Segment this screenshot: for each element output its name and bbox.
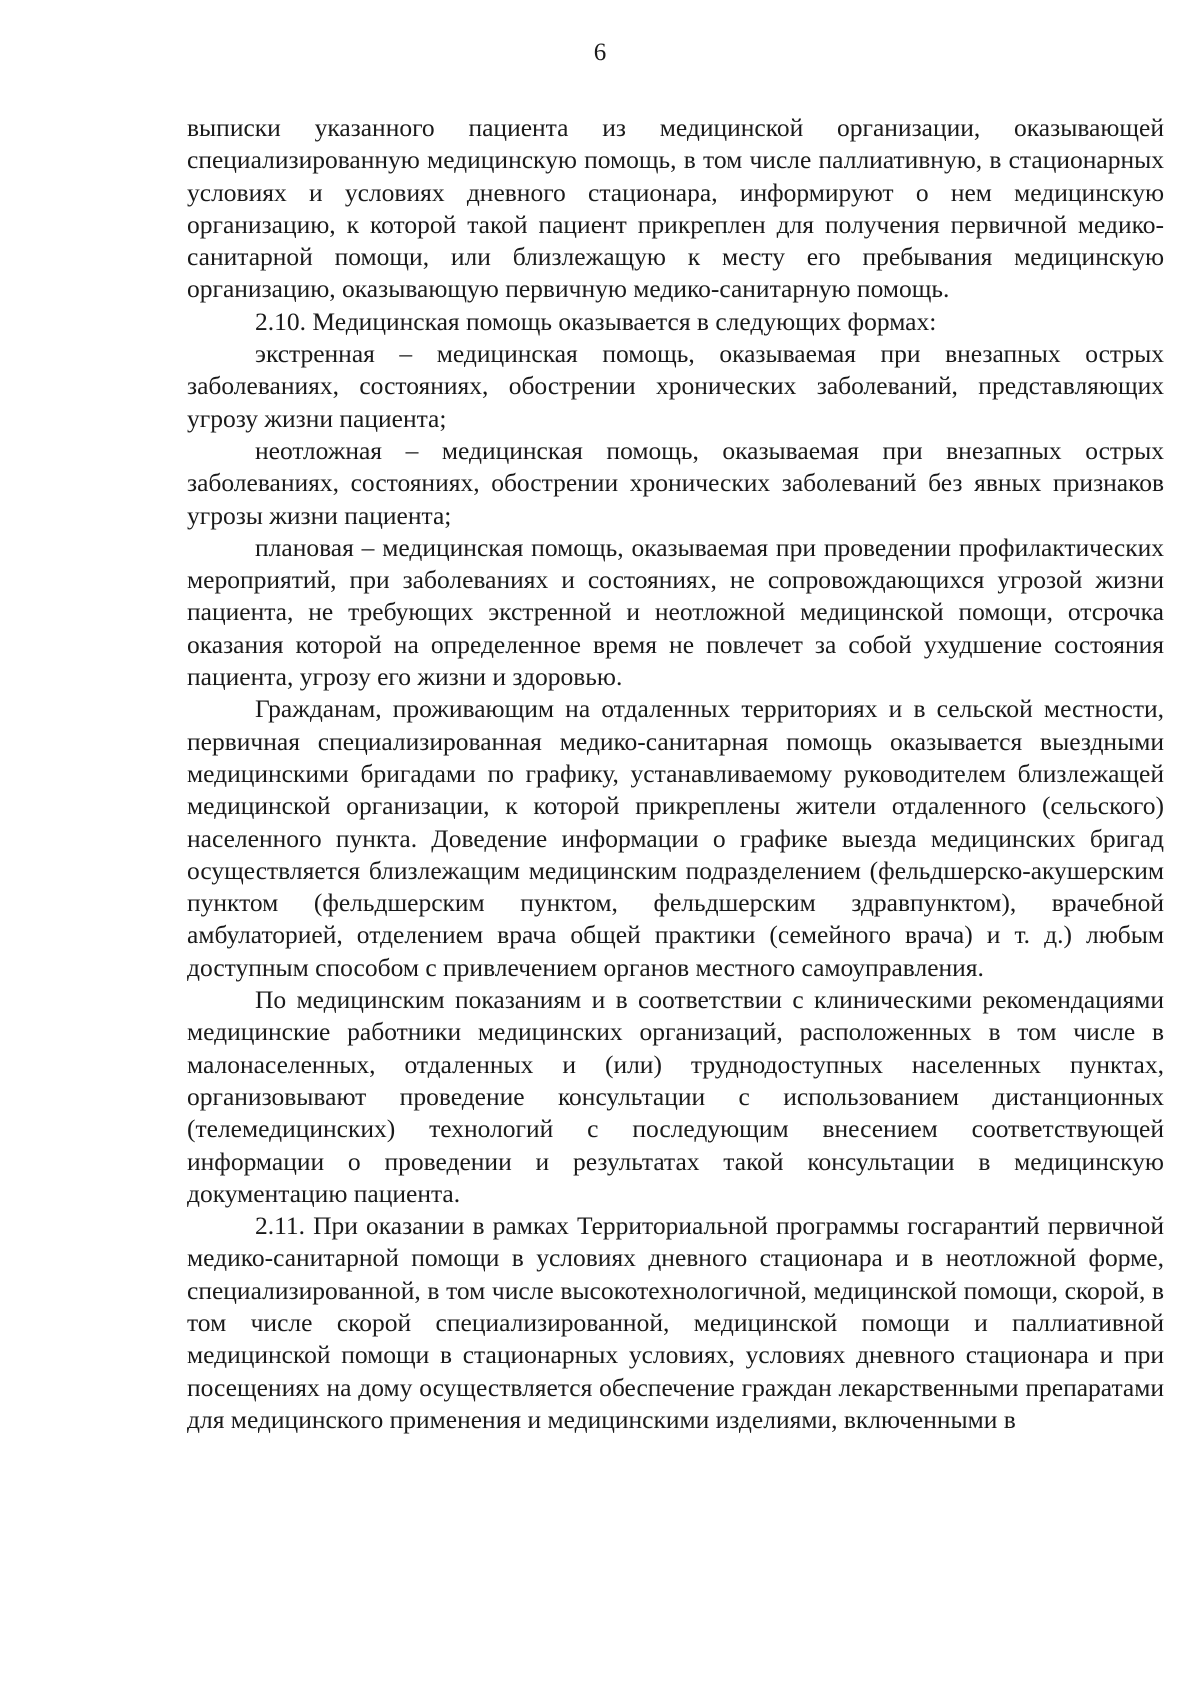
paragraph-urgent: неотложная – медицинская помощь, оказываемая при внезапных острых заболеваниях, состояниях, обострении хронических заболеваний без явных признаков угрозы жизни пациента; [187,435,1164,530]
paragraph-continuation: выписки указанного пациента из медицинской организации, оказывающей специализированную медицинскую помощь, в том числе паллиативную, в стационарных условиях и условиях дневного стационара, информируют о нем медицинскую организацию, к которой такой пациент прикреплен для получения первичной медико-санитарной помощи, или близлежащую к месту его пребывания медицинскую организацию, оказывающую первичную медико-санитарную помощь. [187,113,1164,304]
paragraph-section-2-11: 2.11. При оказании в рамках Территориальной программы госгарантий первичной медико-санитарной помощи в условиях дневного стационара и в неотложной форме, специализированной, в том числе высокотехнологичной, медицинской помощи, скорой, в том числе скорой специализированной, медицинской помощи и паллиативной медицинской помощи в стационарных условиях, условиях дневного стационара и при посещениях на дому осуществляется обеспечение граждан лекарственными препаратами для медицинского применения и медицинскими изделиями, включенными в [187,1211,1164,1434]
document-body [187,112,1164,1436]
paragraph-emergency: экстренная – медицинская помощь, оказываемая при внезапных острых заболеваниях, состояниях, обострении хронических заболеваний, представляющих угрозу жизни пациента; [187,339,1164,433]
paragraph-planned: плановая – медицинская помощь, оказываемая при проведении профилактических мероприятий, при заболеваниях и состояниях, не сопровождающихся угрозой жизни пациента, не требующих экстренной и неотложной медицинской помощи, отсрочка оказания которой на определенное время не повлечет за собой ухудшение состояния пациента, угрозу его жизни и здоровью. [187,532,1164,692]
paragraph-rural-care: Гражданам, проживающим на отдаленных территориях и в сельской местности, первичная специализированная медико-санитарная помощь оказывается выездными медицинскими бригадами по графику, устанавливаемому руководителем близлежащей медицинской организации, к которой прикреплены жители отдаленного (сельского) населенного пункта. Доведение информации о графике выезда медицинских бригад осуществляется близлежащим медицинским подразделением (фельдшерско-акушерским пунктом (фельдшерским пунктом, фельдшерским здравпунктом), врачебной амбулаторией, отделением врача общей практики (семейного врача) и т. д.) любым доступным способом с привлечением органов местного самоуправления. [187,694,1164,982]
page-number: 6 [593,39,607,66]
paragraph-telemedicine: По медицинским показаниям и в соответствии с клиническими рекомендациями медицинские работники медицинских организаций, расположенных в том числе в малонаселенных, отдаленных и (или) труднодоступных населенных пунктах, организовывают проведение консультации с использованием дистанционных (телемедицинских) технологий с последующим внесением соответствующей информации о проведении и результатах такой консультации в медицинскую документацию пациента. [187,985,1164,1208]
paragraph-section-2-10: 2.10. Медицинская помощь оказывается в следующих формах: [255,306,937,336]
